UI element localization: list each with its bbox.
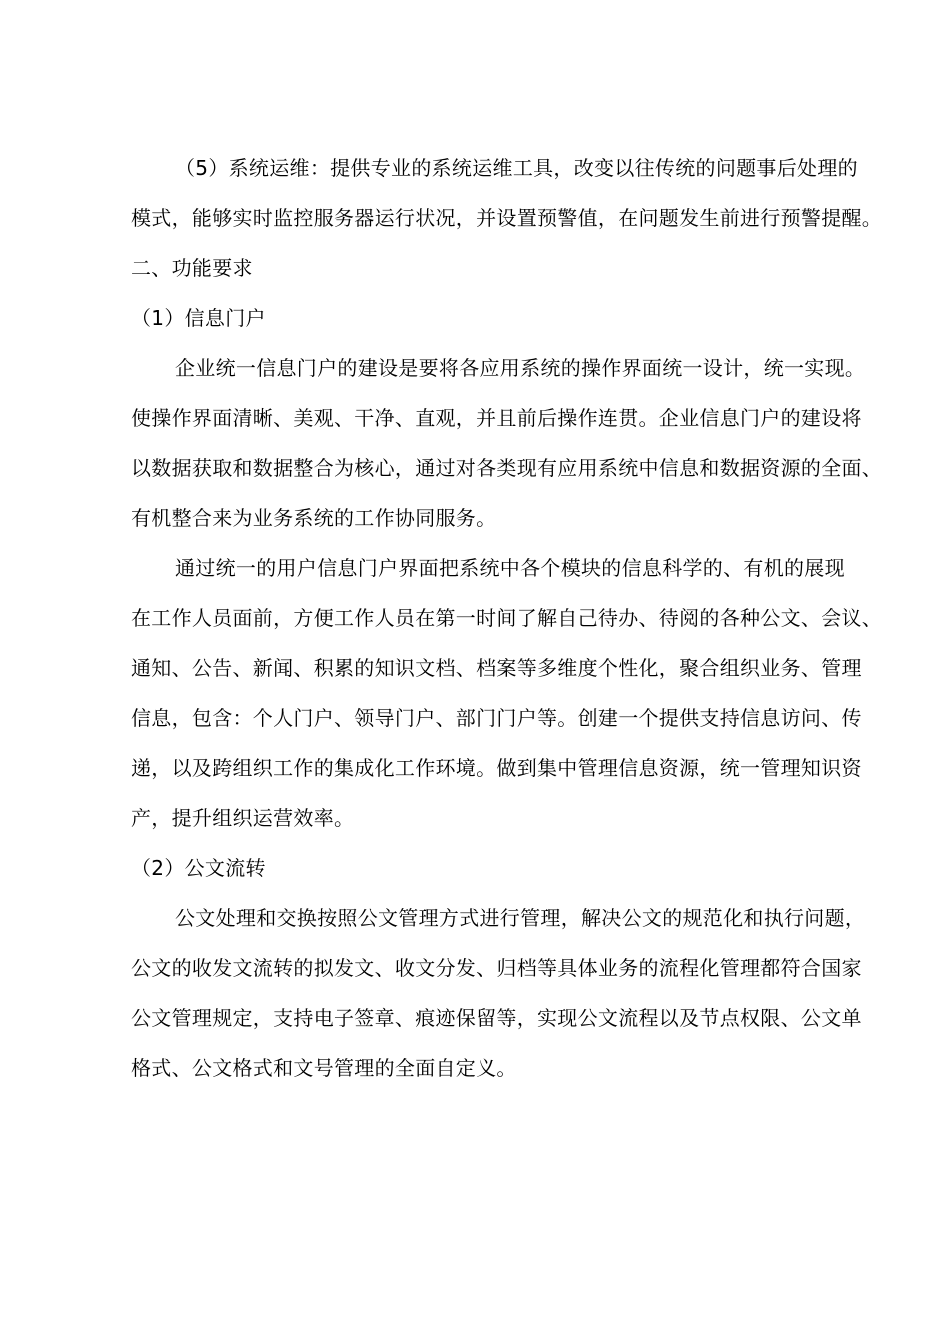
paragraph-line: 格式、公文格式和文号管理的全面自定义。: [131, 1056, 517, 1080]
document-body: [131, 143, 883, 1093]
paragraph-line: 使操作界面清晰、美观、干净、直观，并且前后操作连贯。企业信息门户的建设将: [131, 406, 862, 430]
paragraph-line: 在工作人员面前，方便工作人员在第一时间了解自己待办、待阅的各种公文、会议、: [131, 606, 883, 630]
paragraph-line: 企业统一信息门户的建设是要将各应用系统的操作界面统一设计，统一实现。: [175, 356, 866, 380]
paragraph-line: 有机整合来为业务系统的工作协同服务。: [131, 506, 497, 530]
paragraph-line: 公文管理规定，支持电子签章、痕迹保留等，实现公文流程以及节点权限、公文单: [131, 1006, 862, 1030]
section-heading: 二、功能要求: [131, 256, 253, 280]
paragraph-line: 通过统一的用户信息门户界面把系统中各个模块的信息科学的、有机的展现: [175, 556, 845, 580]
paragraph-line: 通知、公告、新闻、积累的知识文档、档案等多维度个性化，聚合组织业务、管理: [131, 656, 862, 680]
paragraph-line: 公文的收发文流转的拟发文、收文分发、归档等具体业务的流程化管理都符合国家: [131, 956, 862, 980]
paragraph-line: 公文处理和交换按照公文管理方式进行管理，解决公文的规范化和执行问题，: [175, 906, 866, 930]
paragraph-line: 信息，包含：个人门户、领导门户、部门门户等。创建一个提供支持信息访问、传: [131, 706, 862, 730]
subsection-heading: （2）公文流转: [131, 856, 266, 880]
paragraph-line: （5）系统运维：提供专业的系统运维工具，改变以往传统的问题事后处理的: [175, 156, 858, 180]
subsection-heading: （1）信息门户: [131, 306, 266, 330]
paragraph-line: 模式，能够实时监控服务器运行状况，并设置预警值，在问题发生前进行预警提醒。: [131, 206, 883, 230]
paragraph-line: 产，提升组织运营效率。: [131, 806, 355, 830]
paragraph-line: 递，以及跨组织工作的集成化工作环境。做到集中管理信息资源，统一管理知识资: [131, 756, 862, 780]
paragraph-line: 以数据获取和数据整合为核心，通过对各类现有应用系统中信息和数据资源的全面、: [131, 456, 883, 480]
